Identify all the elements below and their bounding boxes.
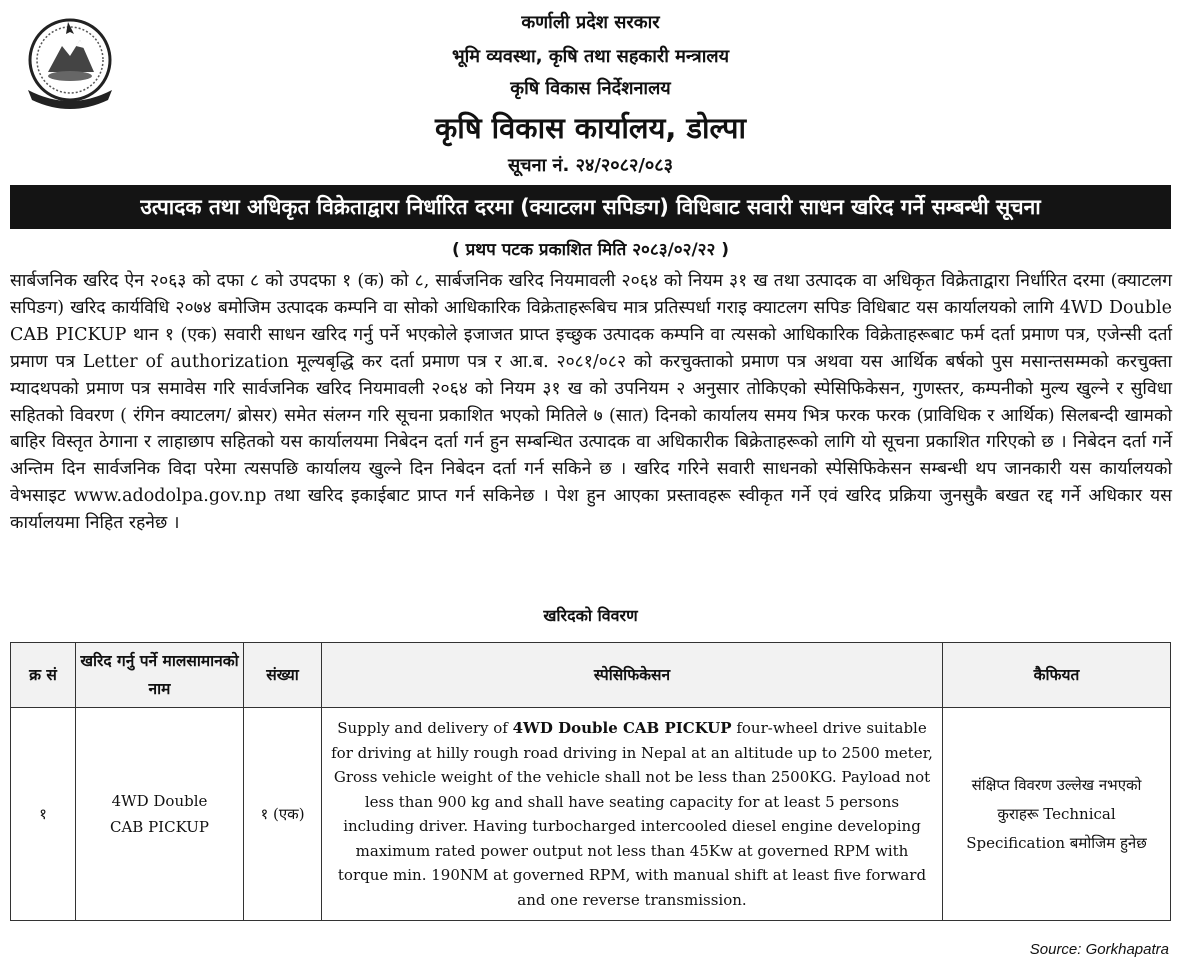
source-credit: Source: Gorkhapatra xyxy=(1029,941,1169,958)
office-title: कृषि विकास कार्यालय, डोल्पा xyxy=(435,111,746,145)
table-row xyxy=(11,708,1171,921)
cell-quantity: १ (एक) xyxy=(244,708,322,921)
header-item-name: खरिद गर्नु पर्ने मालसामानको नाम xyxy=(76,643,244,708)
header-remarks: कैफियत xyxy=(943,643,1171,708)
cell-remarks: संक्षिप्त विवरण उल्लेख नभएको कुराहरू Technical Specification बमोजिम हुनेछ xyxy=(943,708,1171,921)
cell-item-name xyxy=(76,708,244,921)
header-specification: स्पेसिफिकेसन xyxy=(322,643,943,708)
header-serial-number: क्र सं xyxy=(11,643,76,708)
header-quantity: संख्या xyxy=(244,643,322,708)
item-name-text: 4WD Double CAB PICKUP xyxy=(109,792,209,836)
table-header-row xyxy=(11,643,1171,708)
procurement-table xyxy=(10,642,1171,921)
spec-vehicle-name: 4WD Double CAB PICKUP xyxy=(512,719,732,737)
notice-body-text: सार्बजनिक खरिद ऐन २०६३ को दफा ८ को उपदफा १ (क) को ८, सार्बजनिक खरिद नियमावली २०६४ को नियम ३१ ख तथा उत्पादक वा अधिकृत विक्रेताद्वारा निर्धारित दरमा (क्याटलग सपिङग) खरिद कार्यविधि २०७४ बमोजिम उत्पादक कम्पनि वा सोको आधिकारिक विक्रेताहरूबिच मात्र प्रतिस्पर्धा गराइ क्याटलग सपिङ विधिबाट यस कार्यालयको लागि 4WD Double CAB PICKUP थान १ (एक) सवारी साधन खरिद गर्नु पर्ने भएकोले इजाजत प्राप्त इच्छुक उत्पादक कम्पनि वा त्यसको आधिकारिक विक्रेताहरूबाट फर्म दर्ता प्रमाण पत्र, एजेन्सी दर्ता प्रमाण पत्र Letter of authorization मूल्यबृद्धि कर दर्ता प्रमाण पत्र र आ.ब. २०८१/०८२ को करचुक्ताको प्रमाण पत्र अथवा यस आर्थिक बर्षको पुस मसान्तसम्मको करचुक्ता म्यादथपको प्रमाण पत्र समावेस गरि सार्वजनिक खरिद नियमावली २०६४ को नियम ३१ ख को उपनियम २ अनुसार तोकिएको स्पेसिफिकेसन, गुणस्तर, कम्पनीको मुल्य खुल्ने र सुविधा सहितको विवरण ( रंगिन क्याटलग/ ब्रोसर) समेत संलग्न गरि सूचना प्रकाशित भएको मितिले ७ (सात) दिनको कार्यालय समय भित्र फरक फरक (प्राविधिक र आर्थिक) सिलबन्दी खामको बाहिर विस्तृत ठेगाना र लाहाछाप सहितको यस कार्यालयमा निबेदन दर्ता गर्न हुन सम्बन्धित उत्पादक वा अधिकारीक बिक्रेताहरूको लागि यो सूचना प्रकाशित गरिएको छ । निबेदन दर्ता गर्ने अन्तिम दिन सार्वजनिक विदा परेमा त्यसपछि कार्यालय खुल्ने दिन निबेदन दर्ता गर्न सकिने छ । खरिद गरिने सवारी साधनको स्पेसिफिकेसन सम्बन्धी थप जानकारी यस कार्यालयको वेभसाइट www.adodolpa.gov.np तथा खरिद इकाईबाट प्राप्त गर्न सकिनेछ । पेश हुन आएका प्रस्तावहरू स्वीकृत गर्ने एवं खरिद प्रक्रिया जुनसुकै बखत रद्द गर्ने अधिकार यस कार्यालयमा निहित रहनेछ । xyxy=(10,271,1172,534)
cell-serial-number: १ xyxy=(11,708,76,921)
directorate-heading: कृषि विकास निर्देशनालय xyxy=(510,78,671,99)
notice-title-banner: उत्पादक तथा अधिकृत विक्रेताद्वारा निर्धारित दरमा (क्याटलग सपिङग) विधिबाट सवारी साधन खरिद गर्ने सम्बन्धी सूचना xyxy=(10,185,1171,229)
publication-date: ( प्रथप पटक प्रकाशित मिति २०८३/०२/२२ ) xyxy=(451,240,730,260)
procurement-details-title: खरिदको विवरण xyxy=(543,606,638,625)
notice-number: सूचना नं. २४/२०८२/०८३ xyxy=(508,155,673,176)
spec-details-text: four-wheel drive suitable for driving at hilly rough road driving in Nepal at an altitude up to 2500 meter, Gross vehicle weight of the vehicle shall not be less than 2500KG. Payload not less than 900 kg and shall have seating capacity for at least 5 persons including driver. Having turbocharged intercooled diesel engine developing maximum rated power output not less than 45Kw at governed RPM with torque min. 190NM at governed RPM, with manual shift at least five forward and one reverse transmission. xyxy=(331,719,933,909)
province-government-heading: कर्णाली प्रदेश सरकार xyxy=(521,12,660,33)
cell-specification xyxy=(322,708,943,921)
ministry-heading: भूमि व्यवस्था, कृषि तथा सहकारी मन्त्रालय xyxy=(451,46,730,67)
spec-intro-text: Supply and delivery of xyxy=(337,719,513,737)
